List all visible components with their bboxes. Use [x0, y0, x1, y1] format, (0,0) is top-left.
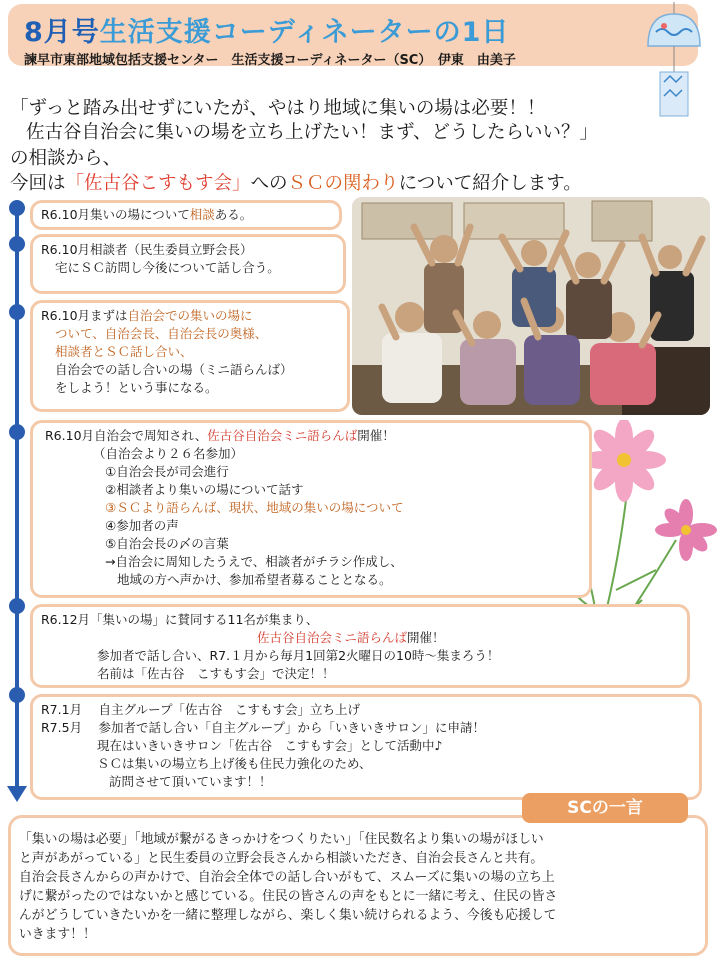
comment-line: と声があがっている」と民生委員の立野会長さんから相談いただき、自治会長さんと共有。 — [19, 851, 544, 866]
sc-comment-box — [8, 815, 708, 956]
wind-chime-icon — [634, 2, 714, 122]
timeline-arrow-icon — [7, 786, 27, 802]
timeline-dot — [9, 598, 25, 614]
event-date-text: R6.10月集いの場について — [41, 207, 190, 222]
sc-involvement-highlight: ＳＣの関わり — [287, 173, 399, 194]
event-line: 訪問させて頂いています！！ — [109, 774, 272, 789]
intro-line-4 — [10, 172, 582, 196]
event-line: 宅にＳＣ訪問し今後について話し合う。 — [55, 260, 280, 275]
agenda-item: ①自治会長が司会進行 — [105, 464, 229, 479]
timeline-dot — [9, 236, 25, 252]
event-line — [45, 427, 581, 445]
intro-line-1: 「ずっと踏み出せずにいたが、やはり地域に集いの場は必要！！ — [10, 98, 546, 119]
intro-text: への — [250, 173, 288, 194]
event-text — [41, 206, 331, 224]
timeline-event-3 — [30, 300, 350, 412]
comment-line: げに繋がったのではないかと感じている。住民の皆さんの声をもとに一緒に考え、住民の皆さ — [19, 889, 558, 904]
page-subtitle: 諫早市東部地域包括支援センター 生活支援コーディネーター（SC） 伊東 由美子 — [24, 53, 516, 68]
group-photo — [352, 197, 710, 415]
agenda-item: ③ＳＣより語らんば、現状、地域の集いの場について — [105, 500, 404, 515]
comment-line: 自治会長さんからの声かけで、自治会全体での話し合いがもて、スムーズに集いの場の立ち上 — [19, 870, 555, 885]
highlight-text: 佐古谷自治会ミニ語らんば — [207, 428, 358, 443]
event-line — [41, 307, 339, 325]
highlight-text: 自治会での集いの場に — [127, 308, 253, 323]
intro-text: 今回は — [10, 173, 66, 194]
timeline-dot — [9, 200, 25, 216]
event-text-end: 開催！ — [357, 428, 395, 443]
intro-line-3: の相談から、 — [10, 148, 122, 169]
event-line: 名前は「佐古谷 こすもす会」で決定！！ — [97, 666, 335, 681]
intro-line-2: 佐古谷自治会に集いの場を立ち上げたい！まず、どうしたらいい？」 — [26, 122, 599, 143]
comment-line: んがどうしていきたいかを一緒に整理しながら、楽しく集い続けられるよう、今後も応援して — [19, 908, 557, 923]
event-line: 地域の方へ声かけ、参加希望者募ることとなる。 — [117, 572, 392, 587]
event-line: ＳＣは集いの場立ち上げ後も住民力強化のため、 — [97, 756, 372, 771]
title-month: 8月号 — [24, 17, 100, 48]
highlight-text: 佐古谷自治会ミニ語らんば — [257, 630, 408, 645]
event-line: ついて、自治会長、自治会長の奥様、 — [55, 326, 268, 341]
timeline-event-2 — [30, 234, 346, 294]
event-line: （自治会より２６名参加） — [93, 446, 244, 461]
highlight-text: 相談 — [189, 207, 215, 222]
page-title — [24, 10, 509, 49]
event-line: をしよう！という事になる。 — [55, 380, 218, 395]
event-line: R6.10月相談者（民生委員立野会長） — [41, 242, 253, 257]
intro-text: について紹介します。 — [398, 173, 582, 194]
timeline-dot — [9, 304, 25, 320]
comment-line: いきます！！ — [19, 927, 96, 942]
event-date-text: R6.10月まずは — [41, 308, 128, 323]
timeline-event-1 — [30, 200, 342, 230]
event-text-end: ある。 — [214, 207, 253, 222]
group-name-highlight: 「佐古谷こすもす会」 — [65, 173, 251, 194]
event-line: →自治会に周知したうえで、相談者がチラシ作成し、 — [105, 554, 403, 569]
timeline-event-4 — [30, 420, 592, 598]
timeline-event-5 — [30, 604, 690, 688]
sc-comment-tag: SCの一言 — [522, 793, 688, 823]
event-line: R6.12月「集いの場」に賛同する11名が集まり、 — [41, 612, 319, 627]
event-line: 自治会での話し合いの場（ミニ語らんば） — [55, 362, 293, 377]
agenda-item: ④参加者の声 — [105, 518, 179, 533]
event-line: 参加者で話し合い、R7.１月から毎月1回第2火曜日の10時〜集まろう！ — [97, 648, 500, 663]
comment-line: 「集いの場は必要」「地域が繋がるきっかけをつくりたい」「住民数名より集いの場がほしい — [19, 832, 544, 847]
agenda-item: ②相談者より集いの場について話す — [105, 482, 304, 497]
event-date-text: R6.10月自治会で周知され、 — [45, 428, 208, 443]
agenda-item: ⑤自治会長の〆の言葉 — [105, 536, 229, 551]
event-line: 相談者とＳＣ話し合い、 — [55, 344, 193, 359]
event-line: R7.1月 自主グループ「佐古谷 こすもす会」立ち上げ — [41, 702, 361, 717]
timeline-dot — [9, 424, 25, 440]
event-line: R7.5月 参加者で話し合い「自主グループ」から「いきいきサロン」に申請！ — [41, 720, 486, 735]
timeline-dot — [9, 687, 25, 703]
event-line: 現在はいきいきサロン「佐古谷 こすもす会」として活動中♪ — [97, 738, 443, 753]
event-text-end: 開催！ — [407, 630, 445, 645]
title-text: 生活支援コーディネーターの1日 — [99, 17, 510, 48]
timeline-event-6 — [30, 694, 702, 800]
event-line — [41, 629, 679, 647]
